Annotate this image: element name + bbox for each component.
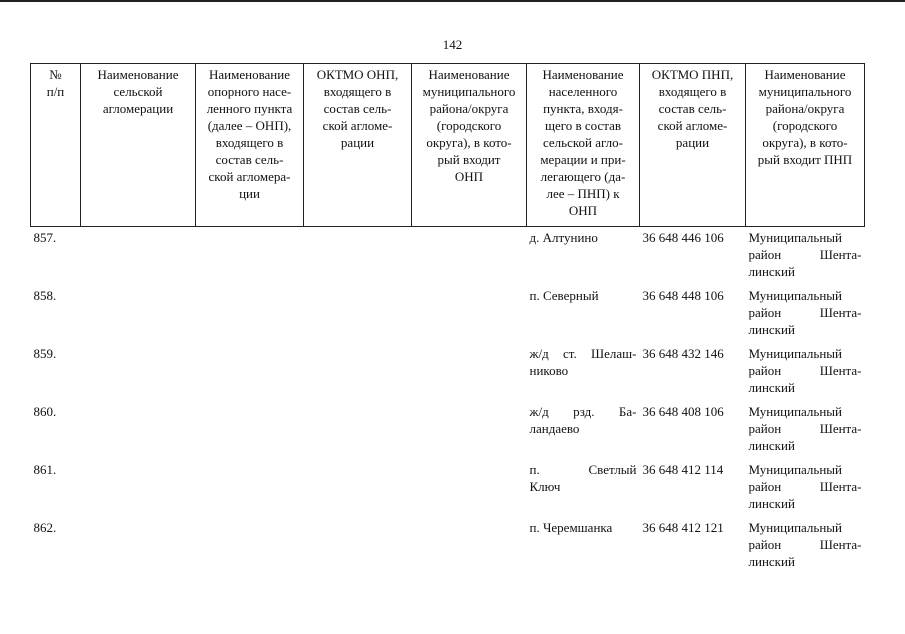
pnp-district-line: Муниципальный xyxy=(748,230,842,245)
pnp-name xyxy=(527,401,640,459)
column-header-line: ОКТМО ПНП, xyxy=(651,67,734,82)
column-header-line: рый входит xyxy=(437,152,501,167)
pnp-district-line: район Шента- xyxy=(748,537,862,552)
table-row xyxy=(31,401,865,459)
column-header-line: района/округа xyxy=(765,101,845,116)
column-header-2 xyxy=(81,64,196,227)
oktmo-pnp: 36 648 412 121 xyxy=(642,520,724,535)
column-header-line: Наименование xyxy=(97,67,179,82)
column-header-line: состав сель- xyxy=(323,101,392,116)
table-row xyxy=(31,227,865,286)
column-header-line: округа), в кото- xyxy=(426,135,512,150)
column-header-line: легающего (да- xyxy=(540,169,626,184)
pnp-district xyxy=(746,227,865,286)
pnp-name xyxy=(527,459,640,517)
pnp-district-line: Муниципальный xyxy=(748,462,842,477)
table-row xyxy=(31,517,865,575)
empty-cell xyxy=(304,227,412,286)
pnp-district-line: район Шента- xyxy=(748,247,862,262)
pnp-name xyxy=(527,517,640,575)
column-header-line: Наименование xyxy=(209,67,290,82)
column-header-line: Наименование xyxy=(428,67,510,82)
column-header-line: рации xyxy=(675,135,710,150)
oktmo-pnp: 36 648 432 146 xyxy=(642,346,724,361)
empty-cell xyxy=(412,401,527,459)
empty-cell xyxy=(412,517,527,575)
column-header-line: пункта, входя- xyxy=(543,101,623,116)
column-header-line: ОКТМО ОНП, xyxy=(316,67,399,82)
empty-cell xyxy=(304,285,412,343)
empty-cell xyxy=(81,227,196,286)
column-header-line: муниципального xyxy=(758,84,852,99)
empty-cell xyxy=(196,517,304,575)
pnp-district-line: район Шента- xyxy=(748,305,862,320)
row-number: 862. xyxy=(33,520,57,535)
pnp-district-line: район Шента- xyxy=(748,363,862,378)
row-number: 860. xyxy=(33,404,57,419)
column-header-line: состав сель- xyxy=(215,152,284,167)
empty-cell xyxy=(304,517,412,575)
empty-cell xyxy=(81,401,196,459)
column-header-1 xyxy=(31,64,81,227)
pnp-district-line: линский xyxy=(748,438,795,453)
table-header-row xyxy=(31,64,865,227)
column-header-4 xyxy=(304,64,412,227)
empty-cell xyxy=(81,517,196,575)
column-header-line: ОНП xyxy=(454,169,484,184)
column-header-line: опорного насе- xyxy=(207,84,292,99)
empty-cell xyxy=(412,227,527,286)
column-header-line: входящего в xyxy=(658,84,727,99)
empty-cell xyxy=(81,459,196,517)
pnp-district-line: линский xyxy=(748,264,795,279)
pnp-district-line: район Шента- xyxy=(748,479,862,494)
pnp-district-line: Муниципальный xyxy=(748,346,842,361)
pnp-district xyxy=(746,517,865,575)
column-header-line: ской агломера- xyxy=(208,169,291,184)
pnp-name-line: п. Северный xyxy=(529,288,599,303)
column-header-line: рации xyxy=(340,135,375,150)
empty-cell xyxy=(196,285,304,343)
column-header-line: муниципального xyxy=(422,84,516,99)
column-header-line: рый входит ПНП xyxy=(757,152,853,167)
pnp-name-line: никово xyxy=(529,363,569,378)
pnp-district-line: Муниципальный xyxy=(748,404,842,419)
pnp-name-line: п. Светлый xyxy=(529,462,637,477)
column-header-line: мерации и при- xyxy=(540,152,626,167)
pnp-name-line: п. Черемшанка xyxy=(529,520,613,535)
pnp-name xyxy=(527,343,640,401)
column-header-line: ленного пункта xyxy=(206,101,293,116)
pnp-district-line: район Шента- xyxy=(748,421,862,436)
table-row xyxy=(31,459,865,517)
empty-cell xyxy=(81,285,196,343)
pnp-district-line: линский xyxy=(748,322,795,337)
page-number: 142 xyxy=(442,37,463,52)
column-header-line: лее – ПНП) к xyxy=(546,186,620,201)
pnp-district-line: линский xyxy=(748,496,795,511)
column-header-line: Наименование xyxy=(764,67,846,82)
column-header-line: района/округа xyxy=(429,101,509,116)
column-header-line: населенного xyxy=(548,84,618,99)
pnp-district-line: линский xyxy=(748,380,795,395)
column-header-line: (городского xyxy=(772,118,838,133)
pnp-name xyxy=(527,227,640,286)
pnp-name-line: ж/д ст. Шелаш- xyxy=(529,346,637,361)
pnp-name-line: ж/д рзд. Ба- xyxy=(529,404,637,419)
pnp-district xyxy=(746,401,865,459)
oktmo-pnp: 36 648 408 106 xyxy=(642,404,724,419)
column-header-line: Наименование xyxy=(542,67,624,82)
pnp-district xyxy=(746,285,865,343)
column-header-5 xyxy=(412,64,527,227)
empty-cell xyxy=(81,343,196,401)
column-header-line: щего в состав xyxy=(544,118,622,133)
row-number: 861. xyxy=(33,462,57,477)
column-header-line: сельской агло- xyxy=(542,135,623,150)
pnp-district-line: линский xyxy=(748,554,795,569)
empty-cell xyxy=(196,459,304,517)
empty-cell xyxy=(304,401,412,459)
column-header-line: (далее – ОНП), xyxy=(207,118,292,133)
row-number: 857. xyxy=(33,230,57,245)
column-header-line: (городского xyxy=(436,118,502,133)
pnp-district-line: Муниципальный xyxy=(748,520,842,535)
column-header-line: ции xyxy=(239,186,260,201)
column-header-line: ской агломе- xyxy=(657,118,728,133)
column-header-3 xyxy=(196,64,304,227)
pnp-name xyxy=(527,285,640,343)
empty-cell xyxy=(196,227,304,286)
table-row xyxy=(31,285,865,343)
pnp-district xyxy=(746,459,865,517)
column-header-line: № xyxy=(49,67,62,82)
empty-cell xyxy=(196,401,304,459)
page-top-border xyxy=(0,0,905,2)
table-body xyxy=(31,227,865,576)
empty-cell xyxy=(196,343,304,401)
empty-cell xyxy=(412,343,527,401)
column-header-8 xyxy=(746,64,865,227)
column-header-line: агломерации xyxy=(102,101,174,116)
agglomeration-table xyxy=(30,63,865,575)
row-number: 859. xyxy=(33,346,57,361)
oktmo-pnp: 36 648 448 106 xyxy=(642,288,724,303)
column-header-6 xyxy=(527,64,640,227)
column-header-line: ской агломе- xyxy=(322,118,393,133)
oktmo-pnp: 36 648 412 114 xyxy=(642,462,724,477)
column-header-line: сельской xyxy=(113,84,163,99)
pnp-name-line: д. Алтунино xyxy=(529,230,598,245)
empty-cell xyxy=(304,459,412,517)
empty-cell xyxy=(304,343,412,401)
table-row xyxy=(31,343,865,401)
pnp-district-line: Муниципальный xyxy=(748,288,842,303)
empty-cell xyxy=(412,459,527,517)
column-header-line: округа), в кото- xyxy=(762,135,848,150)
empty-cell xyxy=(412,285,527,343)
pnp-name-line: ландаево xyxy=(529,421,580,436)
column-header-line: состав сель- xyxy=(658,101,727,116)
pnp-name-line: Ключ xyxy=(529,479,561,494)
oktmo-pnp: 36 648 446 106 xyxy=(642,230,724,245)
column-header-line: п/п xyxy=(46,84,65,99)
column-header-line: входящего в xyxy=(215,135,284,150)
column-header-line: входящего в xyxy=(323,84,392,99)
pnp-district xyxy=(746,343,865,401)
row-number: 858. xyxy=(33,288,57,303)
column-header-line: ОНП xyxy=(568,203,598,218)
column-header-7 xyxy=(640,64,746,227)
